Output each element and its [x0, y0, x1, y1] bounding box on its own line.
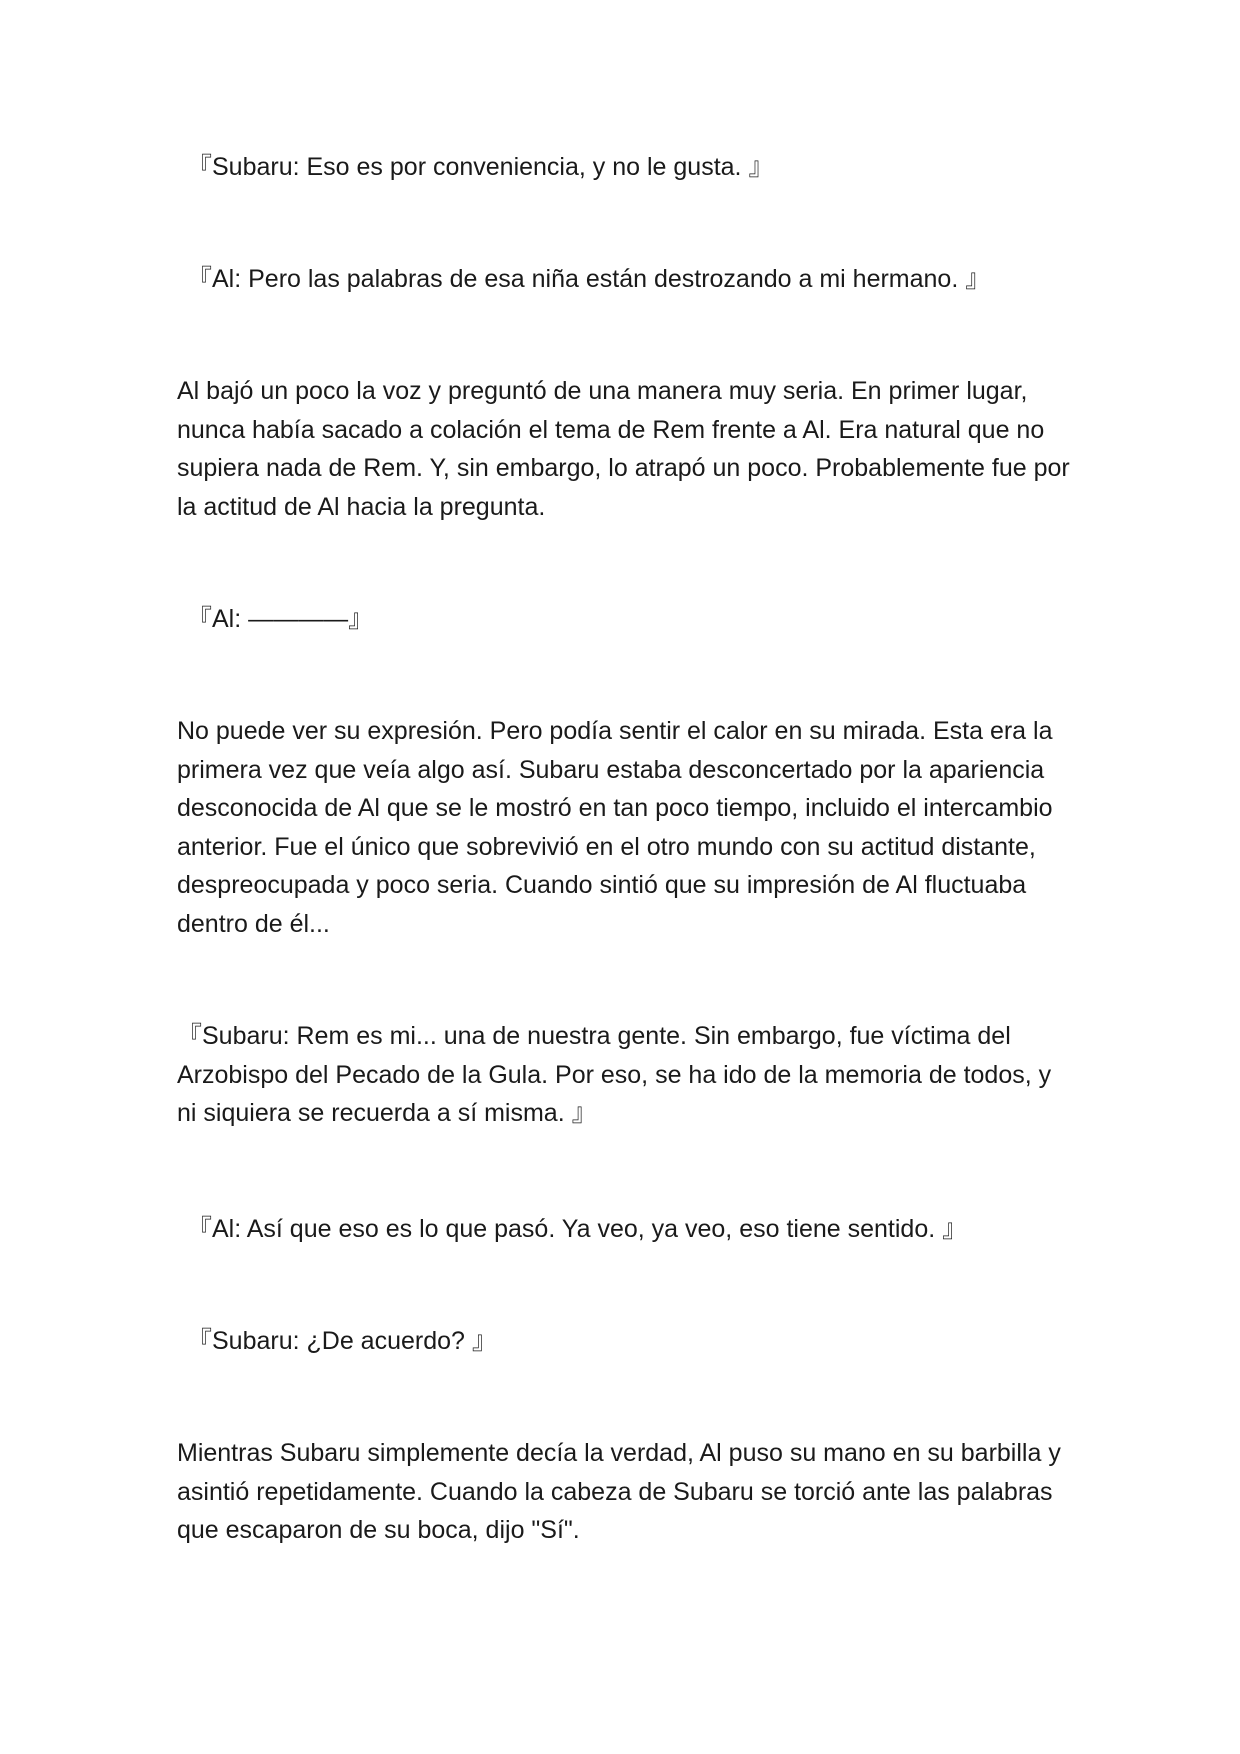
narration-paragraph-3: Mientras Subaru simplemente decía la verdad, Al puso su mano en su barbilla y asintió repetidamente. Cuando la cabeza de Subaru se torció ante las palabras que escaparon de su boca, dijo "Sí". [177, 1439, 1061, 1545]
dialogue-line-subaru-2: 『Subaru: Rem es mi... una de nuestra gente. Sin embargo, fue víctima del Arzobispo del Pecado de la Gula. Por eso, se ha ido de la memoria de todos, y ni siquiera se recuerda a sí misma. 』 [177, 1022, 1052, 1128]
dialogue-line-al-1: 『Al: Pero las palabras de esa niña están destrozando a mi hermano. 』 [187, 265, 991, 293]
dialogue-line-al-3: 『Al: Así que eso es lo que pasó. Ya veo, ya veo, eso tiene sentido. 』 [187, 1215, 968, 1243]
dialogue-line-al-2: 『Al: ————』 [187, 605, 374, 633]
dialogue-line-subaru-3: 『Subaru: ¿De acuerdo? 』 [187, 1327, 497, 1355]
narration-paragraph-1: Al bajó un poco la voz y preguntó de una manera muy seria. En primer lugar, nunca había sacado a colación el tema de Rem frente a Al. Era natural que no supiera nada de Rem. Y, sin embargo, lo atrapó un poco. Probablemente fue por la actitud de Al hacia la pregunta. [177, 377, 1070, 521]
narration-paragraph-2: No puede ver su expresión. Pero podía sentir el calor en su mirada. Esta era la primera vez que veía algo así. Subaru estaba desconcertado por la apariencia desconocida de Al que se le mostró en tan poco tiempo, incluido el intercambio anterior. Fue el único que sobrevivió en el otro mundo con su actitud distante, despreocupada y poco seria. Cuando sintió que su impresión de Al fluctuaba dentro de él... [177, 717, 1053, 938]
dialogue-line-subaru-1: 『Subaru: Eso es por conveniencia, y no le gusta. 』 [187, 153, 774, 181]
